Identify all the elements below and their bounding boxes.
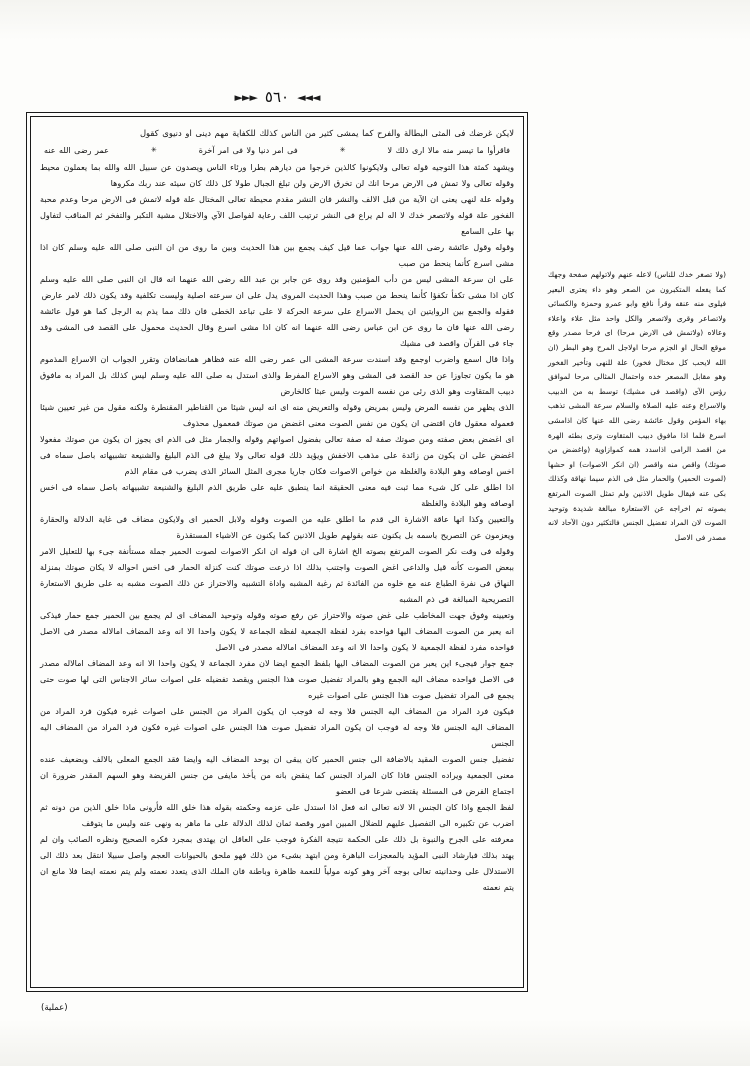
page-number: ٥٦٠ bbox=[264, 88, 290, 106]
main-text-frame-inner bbox=[30, 116, 524, 988]
main-paragraph: واذا قال اسمع واضرب اوجمع وقد اسندت سرعة المشى الى عمر رضى الله عنه فظاهر همانضافان وتقرر الجواب ان الاسراع المذموم هو ما يكون تجاوزا عن حد القصد فى المشى وهو الاسراع المفرط والذى استدل به صلى الله عليه وسلم ليس كذلك بل المراد به مافوق دبيب المتقاوت وهو الذى رئى من نفسه الموت وليس عبثا كالخارض bbox=[40, 354, 514, 396]
main-text-body bbox=[40, 125, 514, 895]
mark-row-left-segment: عمر رضى الله عنه bbox=[44, 146, 109, 155]
catchword bbox=[36, 1002, 73, 1014]
main-paragraph: جمع جوار فيجىء اين يعبر من الصوت المضاف اليها بلفظ الجمع ايضا لان مفرد الجماعة لا يكون واحدا الا انه وعد المضاف امالاله مصدر فى الاصل فواحده مضاف اليه الجمع وهو بالمراد تفضيل صوت هذا الجنس ويقصد تفضيله على اصوات سائر الاجناس التى لها صوت حتى يجمع فى المراد تفضيل صوت هذا الجنس على اصوات غيره bbox=[40, 658, 514, 700]
margin-commentary bbox=[548, 268, 726, 545]
main-paragraph: لفظ الجمع واذا كان الجنس الا لانه تعالى انه فعل اذا استدل على عزمه وحكمته بقوله هذا خلق الله فأرونى ماذا خلق الذين من دونه ثم اضرب عن تكبيره الى التفصيل عليهم للضلال المبين امور وقصة ثمان لذلك الدلالة على ما ماهر به ونهى عنه وليس ما يتوقف bbox=[40, 802, 514, 828]
main-paragraph: والتعيين وكذا اتها عاقة الاشارة الى قدم ما اطلق عليه من الصوت وقوله ولابل الحمير اى ولايكون مضاف فى غاية الدلالة والحقارة ويعزمون عن التصريح باسمه بل يكنون عنه بقولهم طويل الاذنين كما يكنون عن الاشياء المستقذرة bbox=[40, 514, 514, 540]
main-paragraph: الذى يظهر من نفسه المرض وليس بمريض وقوله والتعريض منه اى انه ليس شيئا من القناطير المقنطرة ولكنه مقول من غير تعيين شيئا فعموله معقول فان اقتضى ان يكون من نفس الصوت معنى اغضض من صوتك فمعمول محذوف bbox=[40, 402, 514, 428]
main-paragraph: وقوله وقول عائشة رضى الله عنها جواب عما قيل كيف يجمع بين هذا الحديث وبين ما روى من ان النبى صلى الله عليه وسلم كان اذا مشى اسرع كأنما ينحط من صبب bbox=[40, 242, 514, 268]
main-text-frame bbox=[26, 112, 528, 992]
asterisk-icon: ✳ bbox=[339, 146, 346, 154]
asterisk-icon: ✳ bbox=[150, 146, 157, 154]
ornament-right-icon: ►►► bbox=[234, 90, 257, 104]
main-paragraph: على ان سرعة المشى ليس من دأب المؤمنين وقد روى عن جابر بن عبد الله رضى الله عنهما انه قال ان النبى صلى الله عليه وسلم كان اذا مشى تكفأ تكفؤا كأنما ينحط من صبب وهذا الحديث المروى يدل على ان سرعته اصلية وليست تكلفية وقد يكون ذلك لامر عارض bbox=[40, 274, 514, 300]
main-paragraph: فقوله والجمع بين الروايتين ان يحمل الاسراع على سرعة الحركة لا على تباعد الخطى فان ذلك مما يذم به الرجل كما هو قول عائشة رضى الله عنها فان ما روى عن ابن عباس رضى الله عنهما انه كان اذا مشى اسرع وقال الحديث محمول على القصد فى المشى وقد جاء فى القرآن واقصد فى مشيك bbox=[40, 306, 514, 348]
mark-row-right-segment: فاقرأوا ما تيسر منه مالا ارى ذلك لا bbox=[387, 146, 510, 155]
main-paragraph: معرفته على الجرح والنبوة بل ذلك على الحكمة نتيجة الفكرة فوجب على العاقل ان يهتدى بمجرد فكره الصحيح ونظره الصائب وان لم يهتد بذلك فبارشاد النبى المؤيد بالمعجزات الباهرة ومن ابتهد بشىء من ذلك فهو ملحق بالحيوانات العجم واصل سبيلا انتقل بعد ذلك الى الاستدلال على وحدانيته تعالى بوجه آخر وهو كونه مولياً للنعمة ظاهرة وباطنة فان الملك الذى يتعدد نعمته ولم يتم نعمته ايضا فلا مانع ان يتم نعمته bbox=[40, 834, 514, 892]
margin-commentary-text: (ولا تصغر خدك للناس) لاعله عنهم ولاتولهم صفحة وجهك كما يفعله المتكبرون من الصعر وهو داء يعترى البعير فيلوى منه عنقه وقرأ نافع وابو عمرو وحمزة والكسائى ولاتصاعر وقرى ولاتصعر والكل واحد مثل علاء واعلاء وعالاه (ولاتمش فى الارض مرحا) اى فرحا مصدر وقع موقع الحال او الجزم مرحا اولاجل المرح وهو البطر (ان الله لايحب كل مختال فخور) علة للنهى وتأخير الفخور وهو مقابل المصعر خده واحتمال المثالى مرحا لموافق رؤس الآى (واقصد فى مشيك) توسط به من الدبيب والاسراع وعنه عليه الصلاة والسلام سرعة المشى تذهب بهاء المؤمن وقول عائشة رضى الله عنها كان اذامشى اسرع فلما اذا مافوق دبيب المتقاوت وترى بطئه الهرة من اقصد الرامى اذاسدد همه كموازاوية (واغضض من صوتك) واقص منه واقصر (ان انكر الاصوات) او حشها (لصوت الحمير) والحمار مثل فى الذم سيما نهاقة وكذلك بكى عنه فيقال طويل الاذنين ولم تمثل الصوت المرتفع بصوته تم اخراجه عن الاستعارة مبالغة شديدة وتوحيد الصوت لان المراد تفضيل الجنس فالتكثير دون الآحاد لانه مصدر فى الاصل bbox=[548, 270, 726, 542]
main-paragraph: اذا اطلق على كل شىء مما ثبت فيه معنى الحقيقة انما ينطبق عليه على طريق الذم البليغ والشنيعة تشبيهاته باصل سماه فى اخس اوصافه وهو البلادة والغلظة bbox=[40, 482, 514, 508]
main-paragraph: وتعيينه وفوق جهت المخاطب على غض صوته والاحتراز عن رفع صوته وقوله وتوحيد المضاف اى لم يجمع بين الحمير جمع حمار فيذكى انه يعبر من الصوت المضاف اليها فواحده بفرد لفظة الجمعية لفظة الجماعة لا يكون واحدا الا انه وعد المضاف امالاله مصدر فى الاصل فواحده مفرد لفظة الجمعية لا يكون واحدا الا انه وعد المضاف امالاله مصدر فى الاصل bbox=[40, 610, 514, 652]
main-paragraph: فيكون فرد المراد من المضاف اليه الجنس فلا وجه له فوجب ان يكون المراد من الجنس على اصوات غيره فيكون فرد المراد من المضاف اليه الجنس فلا وجه له فوجب ان يكون المراد تفضيل صوت هذا الجنس على اصوات غيره فكون فرد المراد من المضاف اليه الجنس bbox=[40, 706, 514, 748]
mark-row-center-segment: فى امر دنيا ولا فى امر آخرة bbox=[198, 146, 298, 155]
ornament-left-icon: ◄◄◄ bbox=[297, 90, 320, 104]
scan-edge-bottom bbox=[0, 1020, 750, 1066]
scan-edge-top bbox=[0, 0, 750, 40]
page-number-bar bbox=[28, 88, 526, 106]
main-text-first-line: لايكن غرضك فى المثى البطالة والفرح كما يمشى كثير من الناس كذلك للكفاية مهم دينى او دنيوى كقول bbox=[139, 128, 514, 138]
main-paragraph: وقوله علة لنهى يعنى ان الآية من قبل الالف والنشر فان النشر مقدم محيطة تعالى المختال علة قوله لاتمش فى الارض مرحا وعدم محبة الفخور علة قوله ولاتصعر خدك لا اله لم يراع فى النشر ترتيب اللف رعاية لفواصل الآي والاختلال مشية التكبر والتفخر ثم المناقب لتفاول بها على السامع bbox=[40, 194, 514, 236]
main-paragraph: تفضيل جنس الصوت المقيد بالاضافة الى جنس الحمير كان يبقى ان يوحد المضاف اليه وايضا فقد الجمع المعلى بالالف وبضعيف عنده معنى الجمعية ويراده الجنس فاذا كان المراد الجنس كما ينقض بانه من يأخذ مايفى من جنس الفريضة وهو السهم المقدر ضرورة ان اجتماع الفرض فى المسئلة يقتضى شرعا فى العضو bbox=[40, 754, 514, 796]
main-paragraph: وقوله فى وقت نكر الصوت المرتفع بصوته الخ اشارة الى ان قوله ان انكر الاصوات لصوت الحمير جملة مستأنفة جىء بها للتعليل الامر ببعض الصوت كأنه قيل والداعى اغض الصوت واجتنب بذلك اذا ذرعت صوتك كنت كنزلة الحمار فى اخس احواله لا يكان صوتك بمنزلة النهاق فى نفرة الطباع عنه مع خلوه من الفائدة ثم رغبة المشبه واداة التشبيه والاحتراز عن ذلك الصوت مشبه به على طريق الاستعارة التصريحية المبالغة فى ذم المشبه bbox=[40, 546, 514, 604]
separator-mark-row bbox=[40, 143, 514, 158]
catchword-text: (عملية) bbox=[41, 1003, 68, 1013]
main-paragraph: ويشهد كمثة هذا التوجيه قوله تعالى ولايكونوا كالذين خرجوا من ديارهم بطرا ورئاء الناس ويصدون عن سبيل الله والله بما يعملون محيط وقوله تعالى ولا تمش فى الارض مرحا انك لن تخرق الارض ولن تبلغ الجبال طولا كل ذلك كان سيئه عند ربك مكروها bbox=[40, 162, 514, 188]
main-paragraph: اى اغضض بعض صفته ومن صوتك صفة له صفة تعالى بفضول اصواتهم وقوله والجمار مثل فى الذم اى يجوز ان يكون من صوتك مفعولا اغضض على ان يكون من زائدة على مذهب الاخفش ويؤيد ذلك قوله تعالى ولا يبلغ فى الذم البليغ والشنيعة تشبيهاته باصل سماه فى اخس اوصافه وهو البلادة والغلظة من خواص الاصوات فكان جاريا مجرى المثل السائر الذى يضرب فى مقام الذم bbox=[40, 434, 514, 476]
